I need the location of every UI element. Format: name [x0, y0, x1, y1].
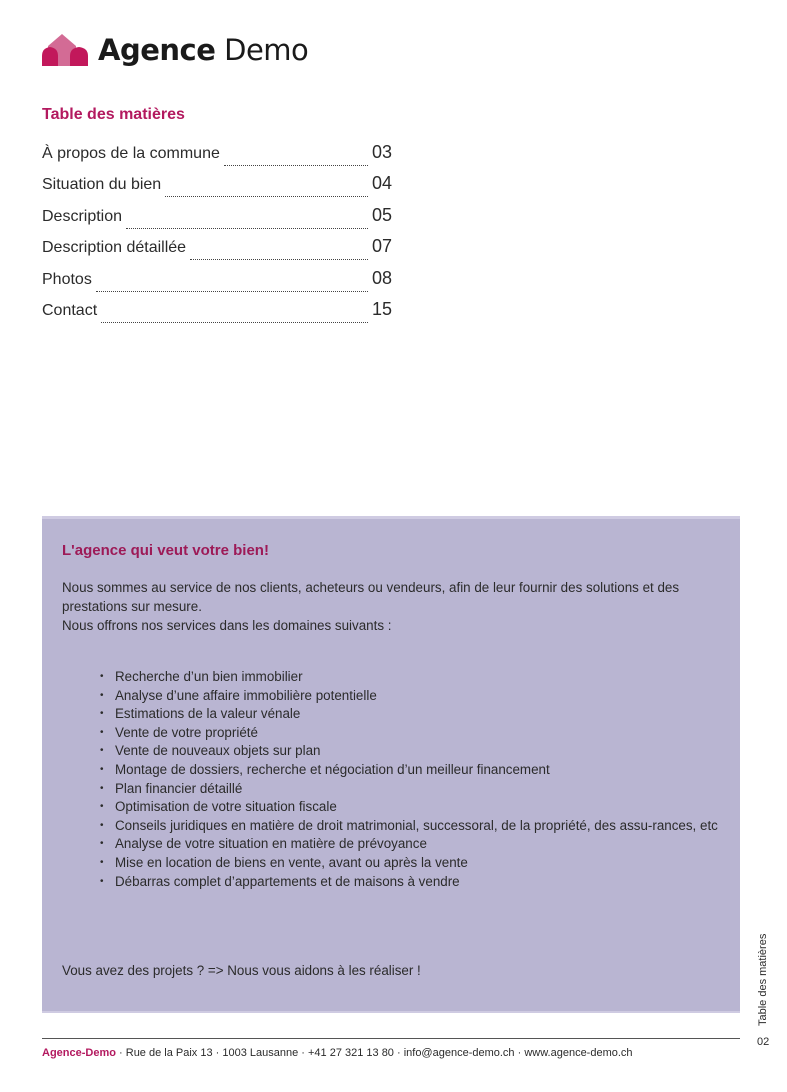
toc-entry-label: Description détaillée — [42, 239, 187, 257]
service-item: • Plan financier détaillé — [100, 780, 725, 799]
toc-entry-description[interactable] — [42, 205, 392, 236]
page-number: 02 — [757, 1036, 770, 1048]
footer — [42, 1047, 633, 1059]
brand-name — [98, 28, 308, 72]
toc-leader-dots — [190, 248, 368, 260]
toc-entry-page: 07 — [371, 236, 392, 257]
agency-box-intro — [62, 578, 722, 635]
agency-intro-services-lead: Nous offrons nos services dans les domaines suivants : — [62, 618, 392, 633]
service-item: • Montage de dossiers, recherche et négociation d’un meilleur financement — [100, 761, 725, 780]
agency-box-title: L'agence qui veut votre bien! — [62, 542, 269, 559]
footer-divider — [42, 1038, 740, 1039]
toc-entry-page: 15 — [371, 298, 392, 319]
toc-entry-label: Description — [42, 207, 123, 225]
service-item: • Vente de votre propriété — [100, 724, 725, 743]
agency-intro-paragraph: Nous sommes au service de nos clients, acheteurs ou vendeurs, afin de leur fournir des solutions et des prestations sur mesure. — [62, 580, 680, 614]
toc-leader-dots — [165, 185, 368, 197]
footer-contact-details: · Rue de la Paix 13 · 1003 Lausanne · +41 27 321 13 80 · info@agence-demo.ch · www.agence-demo.ch — [115, 1047, 633, 1059]
service-item: • Mise en location de biens en vente, avant ou après la vente — [100, 854, 725, 873]
service-item: • Conseils juridiques en matière de droit matrimonial, successoral, de la propriété, des assu-rances, etc — [100, 817, 725, 836]
agency-box-cta: Vous avez des projets ? => Nous vous aidons à les réaliser ! — [62, 963, 421, 978]
toc-entry-situation[interactable] — [42, 173, 392, 204]
service-item: • Analyse de votre situation en matière de prévoyance — [100, 835, 725, 854]
toc-entry-label: Photos — [42, 270, 92, 288]
side-section-label: Table des matières — [757, 933, 769, 1026]
house-logo-icon — [42, 32, 90, 68]
agency-info-box — [42, 516, 740, 1013]
service-item: • Optimisation de votre situation fiscale — [100, 798, 725, 817]
toc-entry-commune[interactable] — [42, 142, 392, 173]
brand-name-bold: Agence — [98, 33, 216, 67]
toc-entry-label: Contact — [42, 301, 98, 319]
services-list — [100, 668, 725, 891]
toc-entry-contact[interactable] — [42, 299, 392, 330]
toc-entry-page: 08 — [371, 267, 392, 288]
toc-entry-label: À propos de la commune — [42, 145, 220, 162]
service-item: • Estimations de la valeur vénale — [100, 705, 725, 724]
table-of-contents — [42, 142, 392, 330]
toc-entry-page: 03 — [371, 142, 392, 162]
service-item: • Recherche d’un bien immobilier — [100, 668, 725, 687]
toc-leader-dots — [96, 280, 368, 292]
agency-logo — [42, 28, 308, 72]
toc-entry-detailed-description[interactable] — [42, 236, 392, 267]
toc-entry-page: 04 — [371, 173, 392, 194]
service-item: • Analyse d’une affaire immobilière potentielle — [100, 687, 725, 706]
toc-entry-page: 05 — [371, 204, 392, 225]
service-item: • Vente de nouveaux objets sur plan — [100, 742, 725, 761]
toc-leader-dots — [126, 217, 368, 229]
toc-title: Table des matières — [42, 106, 185, 123]
footer-brand: Agence-Demo — [42, 1047, 116, 1059]
toc-entry-label: Situation du bien — [42, 176, 162, 194]
service-item: • Débarras complet d’appartements et de maisons à vendre — [100, 873, 725, 892]
toc-leader-dots — [101, 311, 368, 323]
toc-leader-dots — [224, 154, 368, 166]
brand-name-light: Demo — [224, 33, 309, 67]
toc-entry-photos[interactable] — [42, 268, 392, 299]
